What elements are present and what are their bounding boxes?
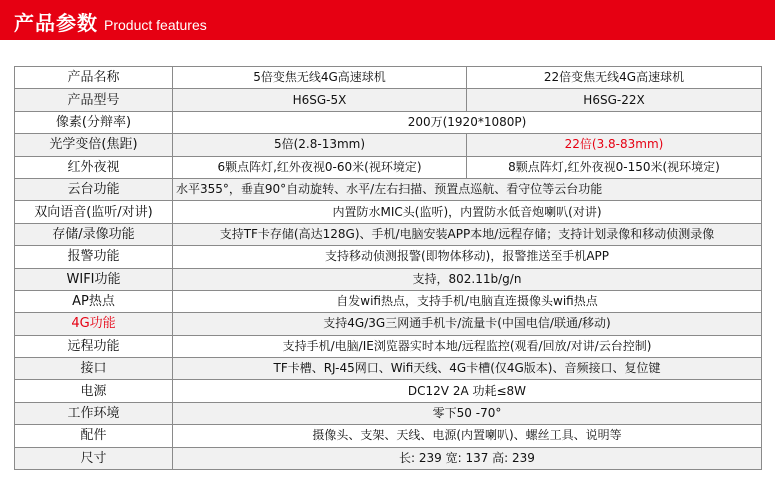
row-label: AP热点 [15,290,173,312]
table-row [15,402,762,424]
table-row [15,156,762,178]
cell-value: 支持，802.11b/g/n [173,268,762,290]
cell-value: 5倍(2.8-13mm) [173,134,467,156]
row-label-highlight: 4G功能 [15,313,173,335]
row-label: 双向语音(监听/对讲) [15,201,173,223]
cell-value: 水平355°，垂直90°自动旋转、水平/左右扫描、预置点巡航、看守位等云台功能 [173,178,762,200]
table-row [15,358,762,380]
table-row [15,335,762,357]
row-label: 存储/录像功能 [15,223,173,245]
row-label: WIFI功能 [15,268,173,290]
row-label: 红外夜视 [15,156,173,178]
cell-value: 支持移动侦测报警(即物体移动)，报警推送至手机APP [173,246,762,268]
cell-value: 5倍变焦无线4G高速球机 [173,67,467,89]
cell-value: 支持TF卡存储(高达128G)、手机/电脑安装APP本地/远程存储；支持计划录像和移动侦测录像 [173,223,762,245]
cell-value: TF卡槽、RJ-45网口、Wifi天线、4G卡槽(仅4G版本)、音频接口、复位键 [173,358,762,380]
row-label: 云台功能 [15,178,173,200]
row-label: 电源 [15,380,173,402]
cell-value: DC12V 2A 功耗≤8W [173,380,762,402]
table-row [15,201,762,223]
header-title-cn: 产品参数 [14,11,98,35]
table-row [15,425,762,447]
table-row [15,268,762,290]
cell-value: 200万(1920*1080P) [173,111,762,133]
table-row [15,67,762,89]
row-label: 像素(分辩率) [15,111,173,133]
cell-value: H6SG-22X [467,89,762,111]
cell-value: 自发wifi热点，支持手机/电脑直连摄像头wifi热点 [173,290,762,312]
section-header [0,0,775,40]
table-row [15,246,762,268]
cell-value: 内置防水MIC头(监听)，内置防水低音炮喇叭(对讲) [173,201,762,223]
table-row [15,290,762,312]
header-title-en: Product features [104,17,207,33]
table-row [15,111,762,133]
table-row [15,89,762,111]
row-label: 产品名称 [15,67,173,89]
table-row [15,223,762,245]
cell-value: 零下50 -70° [173,402,762,424]
spec-table [14,66,762,470]
row-label: 报警功能 [15,246,173,268]
row-label: 配件 [15,425,173,447]
table-row [15,313,762,335]
cell-value: 支持手机/电脑/IE浏览器实时本地/远程监控(观看/回放/对讲/云台控制) [173,335,762,357]
row-label: 工作环境 [15,402,173,424]
cell-value: 摄像头、支架、天线、电源(内置喇叭)、螺丝工具、说明等 [173,425,762,447]
cell-value: 6颗点阵灯,红外夜视0-60米(视环境定) [173,156,467,178]
row-label: 光学变倍(焦距) [15,134,173,156]
row-label: 接口 [15,358,173,380]
cell-value-highlight: 22倍(3.8-83mm) [467,134,762,156]
row-label: 尺寸 [15,447,173,469]
cell-value: 22倍变焦无线4G高速球机 [467,67,762,89]
table-row [15,380,762,402]
table-row [15,178,762,200]
cell-value: 8颗点阵灯,红外夜视0-150米(视环境定) [467,156,762,178]
row-label: 远程功能 [15,335,173,357]
row-label: 产品型号 [15,89,173,111]
cell-value: 支持4G/3G三网通手机卡/流量卡(中国电信/联通/移动) [173,313,762,335]
cell-value: 长: 239 宽: 137 高: 239 [173,447,762,469]
table-row [15,134,762,156]
table-row [15,447,762,469]
cell-value: H6SG-5X [173,89,467,111]
